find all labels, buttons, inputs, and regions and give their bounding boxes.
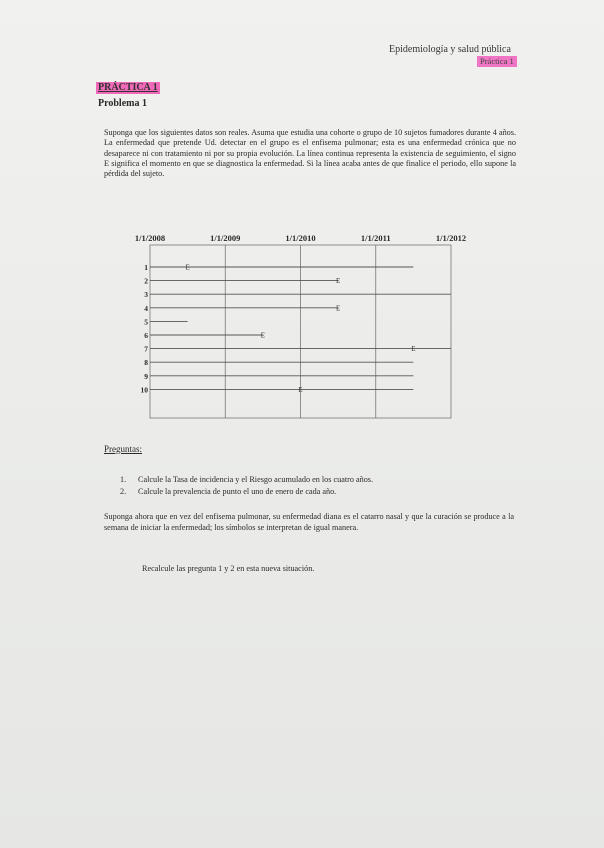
subject-label: 10 — [140, 385, 148, 395]
subject-label: 7 — [144, 344, 148, 354]
x-tick-label: 1/1/2011 — [360, 233, 391, 243]
x-tick-label: 1/1/2009 — [210, 233, 241, 243]
question-item — [120, 486, 373, 498]
subject-label: 6 — [144, 331, 148, 340]
event-marker: E — [411, 345, 416, 354]
subject-label: 9 — [144, 371, 148, 381]
subject-label: 1 — [144, 263, 148, 272]
question-list — [120, 474, 373, 498]
x-tick-label: 1/1/2010 — [285, 233, 316, 243]
subject-label: 5 — [144, 317, 148, 327]
event-marker: E — [185, 263, 190, 272]
question-number: 1. — [120, 475, 127, 484]
x-tick-label: 1/1/2012 — [435, 233, 467, 243]
x-tick-label: 1/1/2008 — [134, 233, 166, 243]
course-title: Epidemiología y salud pública — [389, 44, 511, 55]
event-marker: E — [298, 385, 303, 394]
questions-heading: Preguntas: — [104, 444, 142, 454]
recalc-instruction: Recalcule las pregunta 1 y 2 en esta nueva situación. — [142, 564, 315, 573]
subject-label: 4 — [144, 303, 148, 313]
second-paragraph: Suponga ahora que en vez del enfisema pulmonar, su enfermedad diana es el catarro nasal y que la curación se produce a la semana de iniciar la enfermedad; los símbolos se interpretan de igual manera. — [104, 512, 514, 532]
question-number: 2. — [120, 487, 127, 496]
subject-label: 8 — [144, 358, 148, 368]
section-title: PRÁCTICA 1 — [98, 82, 158, 93]
question-text: Calcule la prevalencia de punto el uno de enero de cada año. — [138, 487, 337, 496]
practice-tag: Práctica 1 — [477, 56, 517, 67]
problem-title: Problema 1 — [98, 98, 147, 109]
intro-paragraph: Suponga que los siguientes datos son reales. Asuma que estudia una cohorte o grupo de 10 sujetos fumadores durante 4 años. La enfermedad que pretende Ud. detectar en el grupo es el enfisema pulmonar; esta es una enfermedad crónica que no desaparece ni con tratamiento ni por su propia evolución. La línea continua representa la existencia de seguimiento, el signo E significa el momento en que se diagnostica la enfermedad. Si la línea acaba antes de que finalice el periodo, ello supone la pérdida del sujeto. — [104, 128, 516, 179]
subject-label: 3 — [144, 290, 148, 300]
event-marker: E — [335, 277, 341, 286]
event-marker: E — [335, 304, 341, 313]
event-marker: E — [260, 331, 266, 340]
subject-label: 2 — [144, 276, 148, 286]
question-item — [120, 474, 373, 486]
question-text: Calcule la Tasa de incidencia y el Riesgo acumulado en los cuatro años. — [138, 475, 374, 484]
